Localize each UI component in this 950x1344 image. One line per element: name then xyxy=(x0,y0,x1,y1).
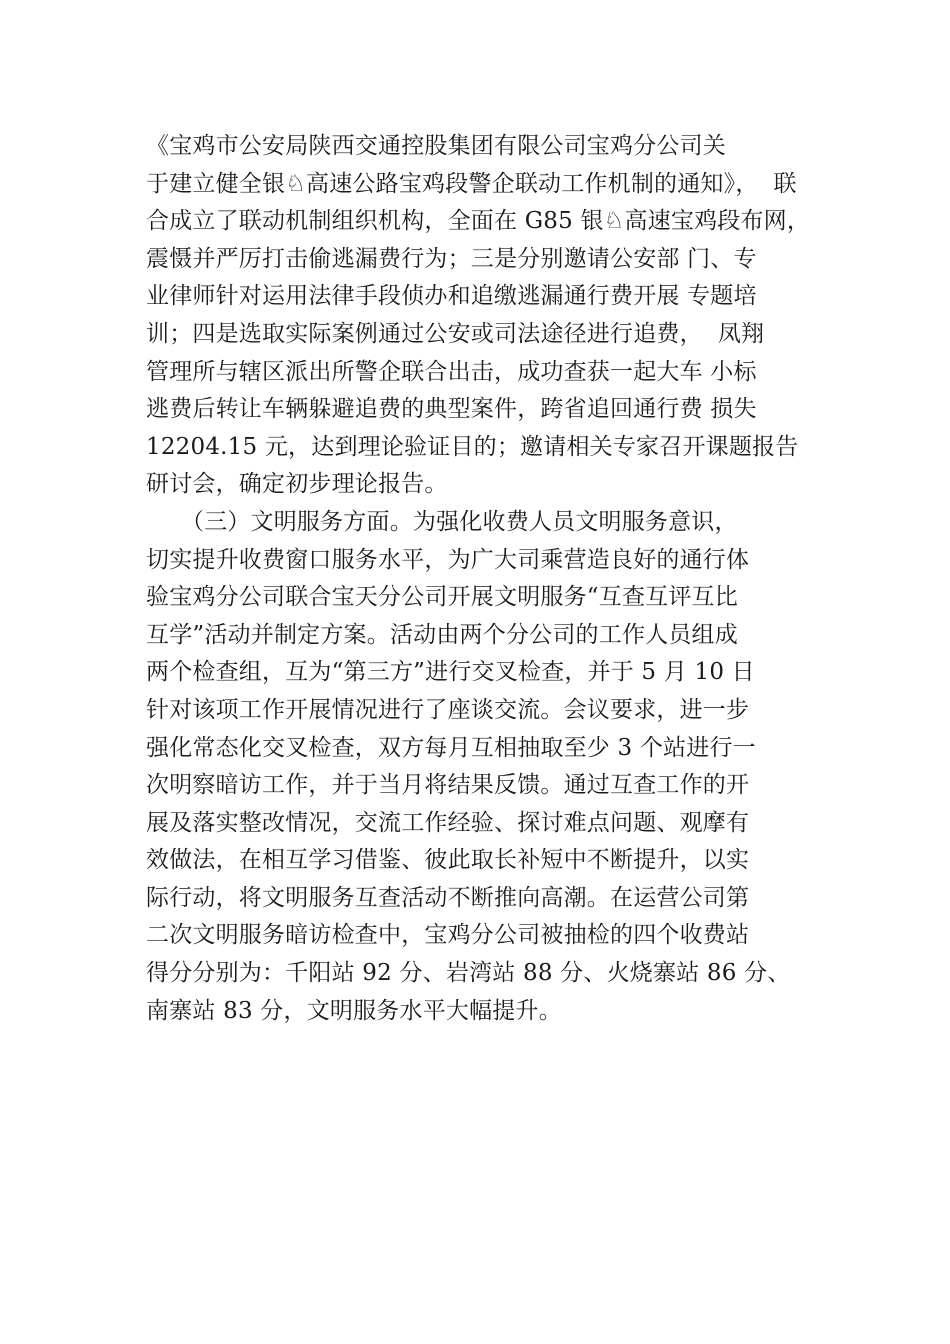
text-line: 训；四是选取实际案例通过公安或司法途径进行追费， 凤翔 xyxy=(146,320,765,347)
text-line: 强化常态化交叉检查，双方每月互相抽取至少 3 个站进行一 xyxy=(146,734,756,761)
text-line: 12204.15 元，达到理论验证目的；邀请相关专家召开课题报告 xyxy=(146,433,799,460)
section-heading-line: （三）文明服务方面。为强化收费人员文明服务意识， xyxy=(146,508,738,535)
text-line: 切实提升收费窗口服务水平，为广大司乘营造良好的通行体 xyxy=(146,546,750,573)
text-line: 次明察暗访工作，并于当月将结果反馈。通过互查工作的开 xyxy=(146,772,750,799)
document-body xyxy=(146,128,936,1030)
text-line: 得分分别为：千阳站 92 分、岩湾站 88 分、火烧寨站 86 分、 xyxy=(146,960,791,987)
text-line: 验宝鸡分公司联合宝天分公司开展文明服务“互查互评互比 xyxy=(146,584,738,611)
text-line: 南寨站 83 分，文明服务水平大幅提升。 xyxy=(146,997,562,1024)
text-line: 效做法，在相互学习借鉴、彼此取长补短中不断提升，以实 xyxy=(146,847,750,874)
text-line: 震慑并严厉打击偷逃漏费行为；三是分别邀请公安部 门、专 xyxy=(146,245,757,272)
text-line: 际行动，将文明服务互查活动不断推向高潮。在运营公司第 xyxy=(146,884,750,911)
text-line: 两个检查组，互为“第三方”进行交叉检查，并于 5 月 10 日 xyxy=(146,659,755,686)
text-line: 于建立健全银♘高速公路宝鸡段警企联动工作机制的通知》， 联 xyxy=(146,170,797,197)
text-line: 逃费后转让车辆躲避追费的典型案件，跨省追回通行费 损失 xyxy=(146,396,757,423)
text-line: 二次文明服务暗访检查中，宝鸡分公司被抽检的四个收费站 xyxy=(146,922,750,949)
text-line: 管理所与辖区派出所警企联合出击，成功查获一起大车 小标 xyxy=(146,358,757,385)
text-line: 《宝鸡市公安局陕西交通控股集团有限公司宝鸡分公司关 xyxy=(146,133,726,159)
text-line: 研讨会，确定初步理论报告。 xyxy=(146,471,448,498)
text-line: 针对该项工作开展情况进行了座谈交流。会议要求，进一步 xyxy=(146,696,750,723)
text-line: 合成立了联动机制组织机构，全面在 G85 银♘高速宝鸡段布网， xyxy=(146,208,811,235)
text-line: 展及落实整改情况，交流工作经验、探讨难点问题、观摩有 xyxy=(146,809,750,836)
text-line: 互学”活动并制定方案。活动由两个分公司的工作人员组成 xyxy=(146,621,738,648)
text-line: 业律师针对运用法律手段侦办和追缴逃漏通行费开展 专题培 xyxy=(146,283,757,310)
